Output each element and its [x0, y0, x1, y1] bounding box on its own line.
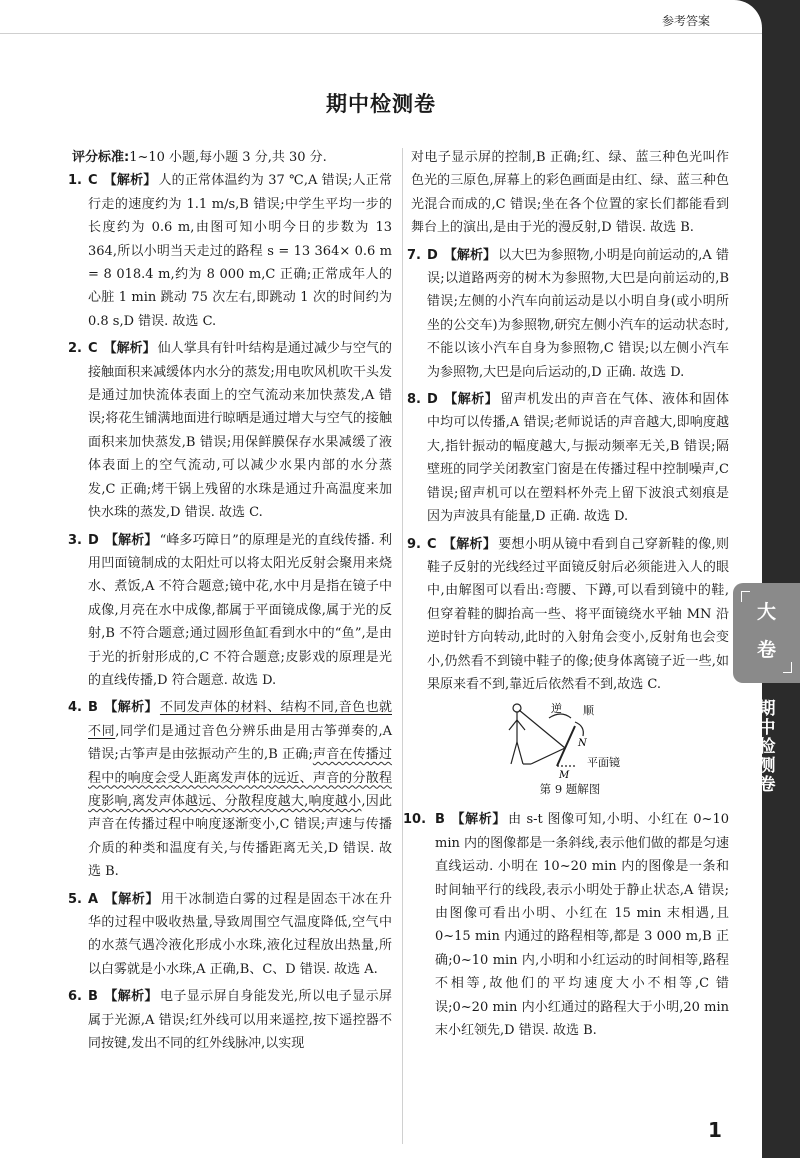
item-tag: 【解析】	[103, 173, 157, 189]
item-text: 由 s-t 图像可知,小明、小红在 0~10 min 内的图像都是一条斜线,表示他们做的都是匀速直线运动. 小明在 10~20 min 内的图像是一条和时间轴平行的线段,表示小明处于静止状态,A 错误;由图像可看出小明、小红在 15 min 末相遇,且 0~15 min 内通过的路程相等,都是 3 000 m,B 正确;0~10 min 内,小明和小红运动的时间相等,路程不相等,故他们的平均速度大小不相等,C 错误;0~20 min 内小红通过的路程大于小明,20 min 末小红领先,D 错误. 故选 B.	[435, 812, 729, 1038]
item-answer: D	[427, 392, 438, 408]
item-text: 要想小明从镜中看到自己穿新鞋的像,则鞋子反射的光线经过平面镜反射后必须能进入人的眼中,由解图可以看出:弯腰、下蹲,可以看到镜中的鞋,但穿着鞋的脚抬高一些、将平面镜绕水平轴 MN 沿逆时针方向转动,此时的入射角会变小,反射角也会变小,仍然看不到镜中鞋子的像;使身体离镜子近一些,如果原来看不到,靠近后依然看不到,故选 C.	[427, 536, 729, 692]
tab-bracket	[783, 662, 792, 673]
item-tag: 【解析】	[442, 536, 497, 552]
person-leg	[511, 742, 517, 764]
answer-item-2	[68, 337, 392, 524]
item-tag: 【解析】	[103, 989, 158, 1005]
page-title: 期中检测卷	[326, 92, 436, 116]
item-tag: 【解析】	[104, 532, 158, 548]
label-n: N	[578, 738, 587, 750]
item-number: 6.	[68, 989, 82, 1005]
header-label: 参考答案	[662, 14, 711, 28]
item-number: 2.	[68, 341, 82, 357]
reflected-ray	[519, 710, 565, 748]
clockwise-arrow	[575, 722, 583, 736]
label-mirror: 平面镜	[587, 756, 620, 770]
answer-item-9	[407, 533, 729, 697]
item-answer: B	[435, 812, 445, 828]
answer-item-7	[407, 244, 729, 384]
scoring-label: 评分标准:	[72, 150, 130, 165]
item-answer: B	[88, 989, 98, 1005]
item-number: 7.	[407, 247, 421, 263]
item-text: 电子显示屏自身能发光,所以电子显示屏属于光源,A 错误;红外线可以用来遥控,按下遥控器不同按键,发出不同的红外线脉冲,以实现	[88, 989, 392, 1052]
item-tag: 【解析】	[443, 247, 497, 263]
item-tag: 【解析】	[103, 341, 156, 357]
item-answer: A	[88, 891, 99, 907]
item-text: 以大巴为参照物,小明是向前运动的,A 错误;以道路两旁的树木为参照物,大巴是向前运动的,B 错误;左侧的小汽车向前运动是以小明自身(或小明所坐的公交车)为参照物,研究左侧小汽车的运动状态时,不能以该小汽车自身为参照物,C 错误;以左侧小汽车为参照物,大巴是向后运动的,D 正确. 故选 D.	[427, 247, 729, 380]
answer-item-6	[68, 985, 392, 1055]
label-m: M	[559, 770, 570, 781]
item-tag: 【解析】	[104, 891, 160, 907]
item-tag: 【解析】	[450, 812, 507, 828]
right-column	[403, 146, 729, 1046]
scoring-text: 1~10 小题,每小题 3 分,共 30 分.	[129, 150, 327, 165]
item-text: 人的正常体温约为 37 ℃,A 错误;人正常行走的速度约为 1.1 m/s,B 错误;中学生平均一步的长度约为 0.6 m,由图可知小明今日的步数为 13 364,所以小明当天走过的路程 s = 13 364× 0.6 m = 8 018.4 m,约为 8 000 m,C 正确;正常成年人的心脏 1 min 跳动 75 次左右,即跳动 1 次的时间约为 0.8 s,D 错误. 故选 C.	[88, 173, 392, 329]
side-title	[738, 700, 796, 795]
person-arm	[509, 720, 517, 730]
item-text: 仙人掌具有针叶结构是通过减少与空气的接触面积来减缓体内水分的蒸发;用电吹风机吹干头发是通过加快流体表面上的空气流动来加快蒸发,A 错误;将花生铺满地面进行晾晒是通过增大与空气的接触面积来加快蒸发,B 错误;用保鲜膜保存水果减缓了液体表面上的空气流动,可以减少水果内部的水分蒸发,C 正确;烤干锅上残留的水珠是通过升高温度来加快水珠的蒸发,D 错误. 故选 C.	[88, 341, 392, 521]
header-divider	[0, 33, 762, 34]
tab-char: 大	[756, 601, 776, 623]
item-text: ,同学们是通过音色分辨乐曲是用古筝弹奏的,A 错误;古筝声是由弦振动产生的,B 正确;	[88, 723, 392, 763]
side-char: 期	[758, 699, 776, 719]
item-text: ,因此声音在传播过程中响度逐渐变小,C 错误;声速与传播介质的种类和温度有关,与传播距离无关,D 错误. 故选 B.	[88, 793, 393, 880]
person-arm	[517, 720, 525, 730]
person-leg	[517, 742, 523, 764]
answer-item-4	[68, 696, 393, 883]
figure-caption: 第 9 题解图	[539, 782, 601, 797]
wavy-underlined-text: 声音在传播过程中的响度会受人距离发声体的远近、声音的分散程度影响,离发声体越远、分散程度越大,响度越小	[88, 747, 392, 809]
page-number: 1	[708, 1118, 722, 1142]
label-ni: 逆	[551, 702, 562, 716]
item-number: 1.	[68, 173, 82, 189]
answer-item-10	[403, 808, 729, 1042]
item-answer: C	[427, 536, 437, 552]
item-tag: 【解析】	[103, 700, 158, 716]
mirror-line	[557, 726, 575, 766]
item-tag: 【解析】	[443, 392, 499, 408]
item-number: 3.	[68, 532, 82, 548]
side-char: 卷	[758, 775, 776, 795]
answer-item-1	[68, 169, 392, 333]
answer-item-6-continued	[411, 146, 729, 240]
answer-item-5	[68, 888, 392, 982]
column-divider	[402, 148, 403, 1144]
item-answer: C	[88, 341, 98, 357]
scoring-criteria	[72, 146, 392, 169]
item-text: 留声机发出的声音在气体、液体和固体中均可以传播,A 错误;老师说话的声音越大,即响度越大,指针振动的幅度越大,与振动频率无关,B 错误;隔壁班的同学关闭教室门窗是在传播过程中控制噪声,C 错误;留声机可以在塑料杯外壳上留下波浪式刻痕是因为声波具有能量,D 正确. 故选 D.	[427, 392, 729, 525]
section-tab	[733, 583, 800, 683]
item-number: 9.	[407, 536, 421, 552]
item-number: 8.	[407, 392, 421, 408]
item-text: 用干冰制造白雾的过程是固态干冰在升华的过程中吸收热量,导致周围空气温度降低,空气中的水蒸气遇冷液化形成小水珠,液化过程放出热量,所以白雾就是小水珠,A 正确,B、C、D 错误. 故选 A.	[88, 891, 392, 977]
item-number: 10.	[403, 812, 427, 828]
item-answer: D	[88, 532, 99, 548]
item-answer: C	[88, 173, 98, 189]
item-text: 对电子显示屏的控制,B 正确;红、绿、蓝三种色光叫作色光的三原色,屏幕上的彩色画面是由红、绿、蓝三种色光混合而成的,C 错误;坐在各个位置的家长们都能看到舞台上的演出,是由于光的漫反射,D 错误. 故选 B.	[411, 150, 729, 236]
tab-char: 卷	[756, 639, 776, 661]
label-shun: 顺	[583, 704, 594, 718]
answer-item-8	[407, 388, 729, 528]
item-text: “峰多巧障日”的原理是光的直线传播. 利用凹面镜制成的太阳灶可以将太阳光反射会聚用来烧水、煮饭,A 不符合题意;镜中花,水中月是指在镜子中成像,月亮在水中成像,都属于平面镜成像,属于光的反射,B 不符合题意;通过圆形鱼缸看到水中的“鱼”,是由于光的折射形成的,C 不符合题意;皮影戏的原理是光的直线传播,D 符合题意. 故选 D.	[88, 532, 392, 688]
answer-item-3	[68, 529, 392, 693]
q9-solution-figure	[505, 700, 635, 780]
item-number: 5.	[68, 891, 82, 907]
underlined-text: 不同发声体的材料、结构不同,音色也就不同	[88, 700, 392, 739]
left-column	[68, 146, 393, 1059]
side-char: 测	[758, 756, 776, 776]
item-answer: B	[88, 700, 98, 716]
side-char: 检	[758, 737, 776, 757]
side-char: 中	[758, 718, 776, 738]
item-number: 4.	[68, 700, 82, 716]
item-answer: D	[427, 247, 438, 263]
